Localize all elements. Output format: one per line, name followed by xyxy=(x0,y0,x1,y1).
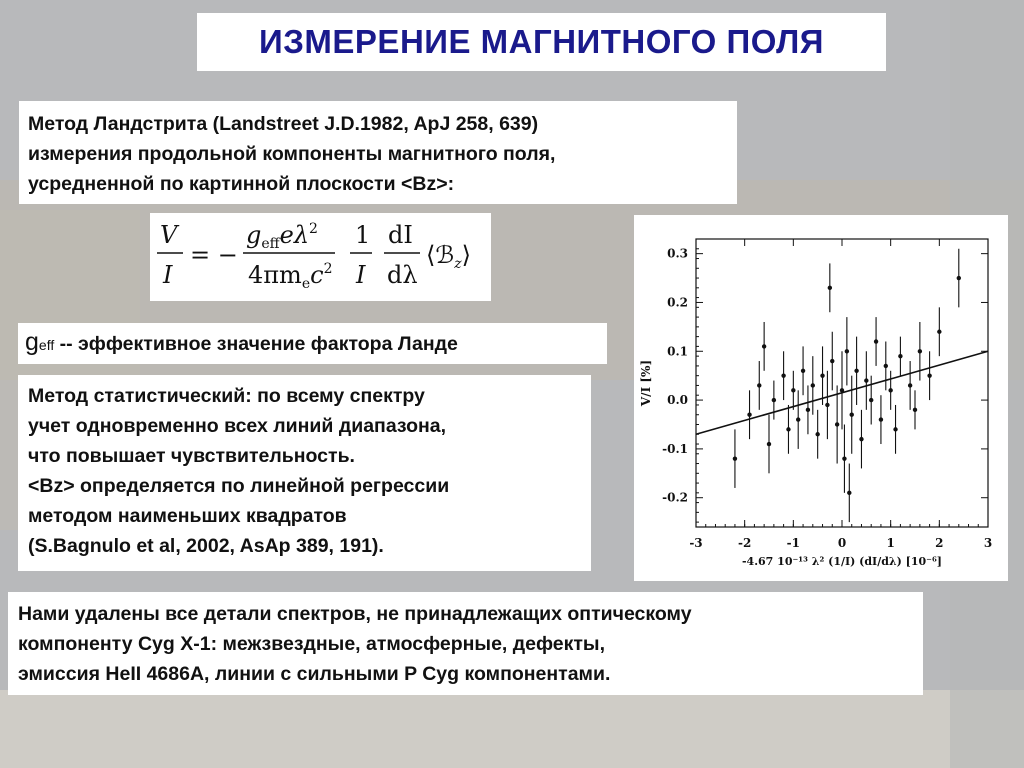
formula-den: $4\pi m_ec^2$ xyxy=(248,261,333,292)
data-point xyxy=(815,432,819,436)
method-line: (S.Bagnulo et al, 2002, AsAp 389, 191). xyxy=(28,535,384,557)
data-point xyxy=(854,369,858,373)
data-point xyxy=(864,378,868,382)
data-point xyxy=(791,388,795,392)
x-tick-label: 2 xyxy=(935,536,944,550)
title-box xyxy=(197,13,886,71)
data-point xyxy=(908,383,912,387)
geff-text: -- эффективное значение фактора Ланде xyxy=(54,333,458,355)
method-line: <Bz> определяется по линейной регрессии xyxy=(28,475,450,497)
formula-f3-num: dI xyxy=(388,221,413,249)
note-line: эмиссия HeII 4686A, линии с сильными P Cyg компонентами. xyxy=(18,663,611,685)
y-tick-label: 0.2 xyxy=(667,295,688,310)
data-point xyxy=(879,417,883,421)
x-tick-label: -3 xyxy=(689,536,703,550)
note-line: Нами удалены все детали спектров, не принадлежащих оптическому xyxy=(18,603,692,625)
data-point xyxy=(918,349,922,353)
data-point xyxy=(847,491,851,495)
intro-line: усредненной по картинной плоскости <Bz>: xyxy=(28,173,455,195)
note-line: компоненту Cyg X-1: межзвездные, атмосферные, дефекты, xyxy=(18,633,605,655)
data-point xyxy=(820,373,824,377)
formula-lhs-den: I xyxy=(163,261,173,289)
method-line: что повышает чувствительность. xyxy=(28,445,355,467)
data-point xyxy=(767,442,771,446)
geff-subscript: eff xyxy=(38,337,55,353)
data-point xyxy=(874,339,878,343)
data-point xyxy=(781,373,785,377)
data-point xyxy=(840,388,844,392)
page-title: ИЗМЕРЕНИЕ МАГНИТНОГО ПОЛЯ xyxy=(259,23,824,60)
data-point xyxy=(796,417,800,421)
data-point xyxy=(830,359,834,363)
data-point xyxy=(733,456,737,460)
data-point xyxy=(845,349,849,353)
formula-eq: = − xyxy=(190,241,238,269)
y-tick-label: 0.0 xyxy=(667,393,688,408)
data-point xyxy=(806,408,810,412)
data-point xyxy=(786,427,790,431)
geff-line xyxy=(25,328,458,356)
formula-lhs-num: V xyxy=(160,221,178,249)
data-point xyxy=(801,369,805,373)
data-point xyxy=(937,330,941,334)
intro-line: Метод Ландстрита (Landstreet J.D.1982, ApJ 258, 639) xyxy=(28,113,539,135)
formula-f2-num: 1 xyxy=(355,221,371,249)
data-point xyxy=(859,437,863,441)
formula-box xyxy=(150,213,491,301)
data-point xyxy=(811,383,815,387)
x-tick-label: 1 xyxy=(886,536,895,550)
data-point xyxy=(888,388,892,392)
data-point xyxy=(772,398,776,402)
formula-f2-den: I xyxy=(356,261,366,289)
x-tick-label: -1 xyxy=(786,536,801,550)
data-point xyxy=(884,364,888,368)
data-point xyxy=(757,383,761,387)
formula-num: $g_{eff}e\lambda^2$ xyxy=(246,221,318,252)
data-point xyxy=(828,286,832,290)
data-point xyxy=(869,398,873,402)
y-axis-label: V/I [%] xyxy=(639,359,653,407)
formula-f3-den: dλ xyxy=(387,261,418,289)
method-line: методом наименьших квадратов xyxy=(28,505,347,527)
data-point xyxy=(825,403,829,407)
intro-line: измерения продольной компоненты магнитного поля, xyxy=(28,143,556,165)
y-tick-label: 0.3 xyxy=(667,246,688,261)
chart-box xyxy=(634,215,1008,581)
formula-bracket: ⟨ℬ$_z$⟩ xyxy=(426,241,471,272)
geff-symbol: g xyxy=(25,328,39,356)
formula xyxy=(150,213,491,301)
x-tick-label: -2 xyxy=(737,536,752,550)
method-line: Метод статистический: по всему спектру xyxy=(28,385,425,407)
y-tick-label: -0.1 xyxy=(662,441,688,456)
data-point xyxy=(747,413,751,417)
x-tick-label: 0 xyxy=(837,536,847,550)
method-box xyxy=(18,375,591,571)
data-point xyxy=(893,427,897,431)
geff-box xyxy=(18,323,607,364)
y-tick-label: 0.1 xyxy=(667,344,688,359)
data-point xyxy=(957,276,961,280)
data-point xyxy=(762,344,766,348)
data-point xyxy=(842,456,846,460)
note-box xyxy=(8,592,923,695)
scatter-chart xyxy=(634,215,1008,581)
y-tick-label: -0.2 xyxy=(662,490,688,505)
method-line: учет одновременно всех линий диапазона, xyxy=(28,415,447,437)
data-point xyxy=(835,422,839,426)
data-point xyxy=(850,413,854,417)
x-tick-label: 3 xyxy=(983,536,993,550)
data-point xyxy=(898,354,902,358)
data-point xyxy=(927,373,931,377)
x-axis-label: -4.67 10⁻¹³ λ² (1/I) (dI/dλ) [10⁻⁶] xyxy=(741,555,943,568)
intro-box xyxy=(19,101,737,204)
data-point xyxy=(913,408,917,412)
